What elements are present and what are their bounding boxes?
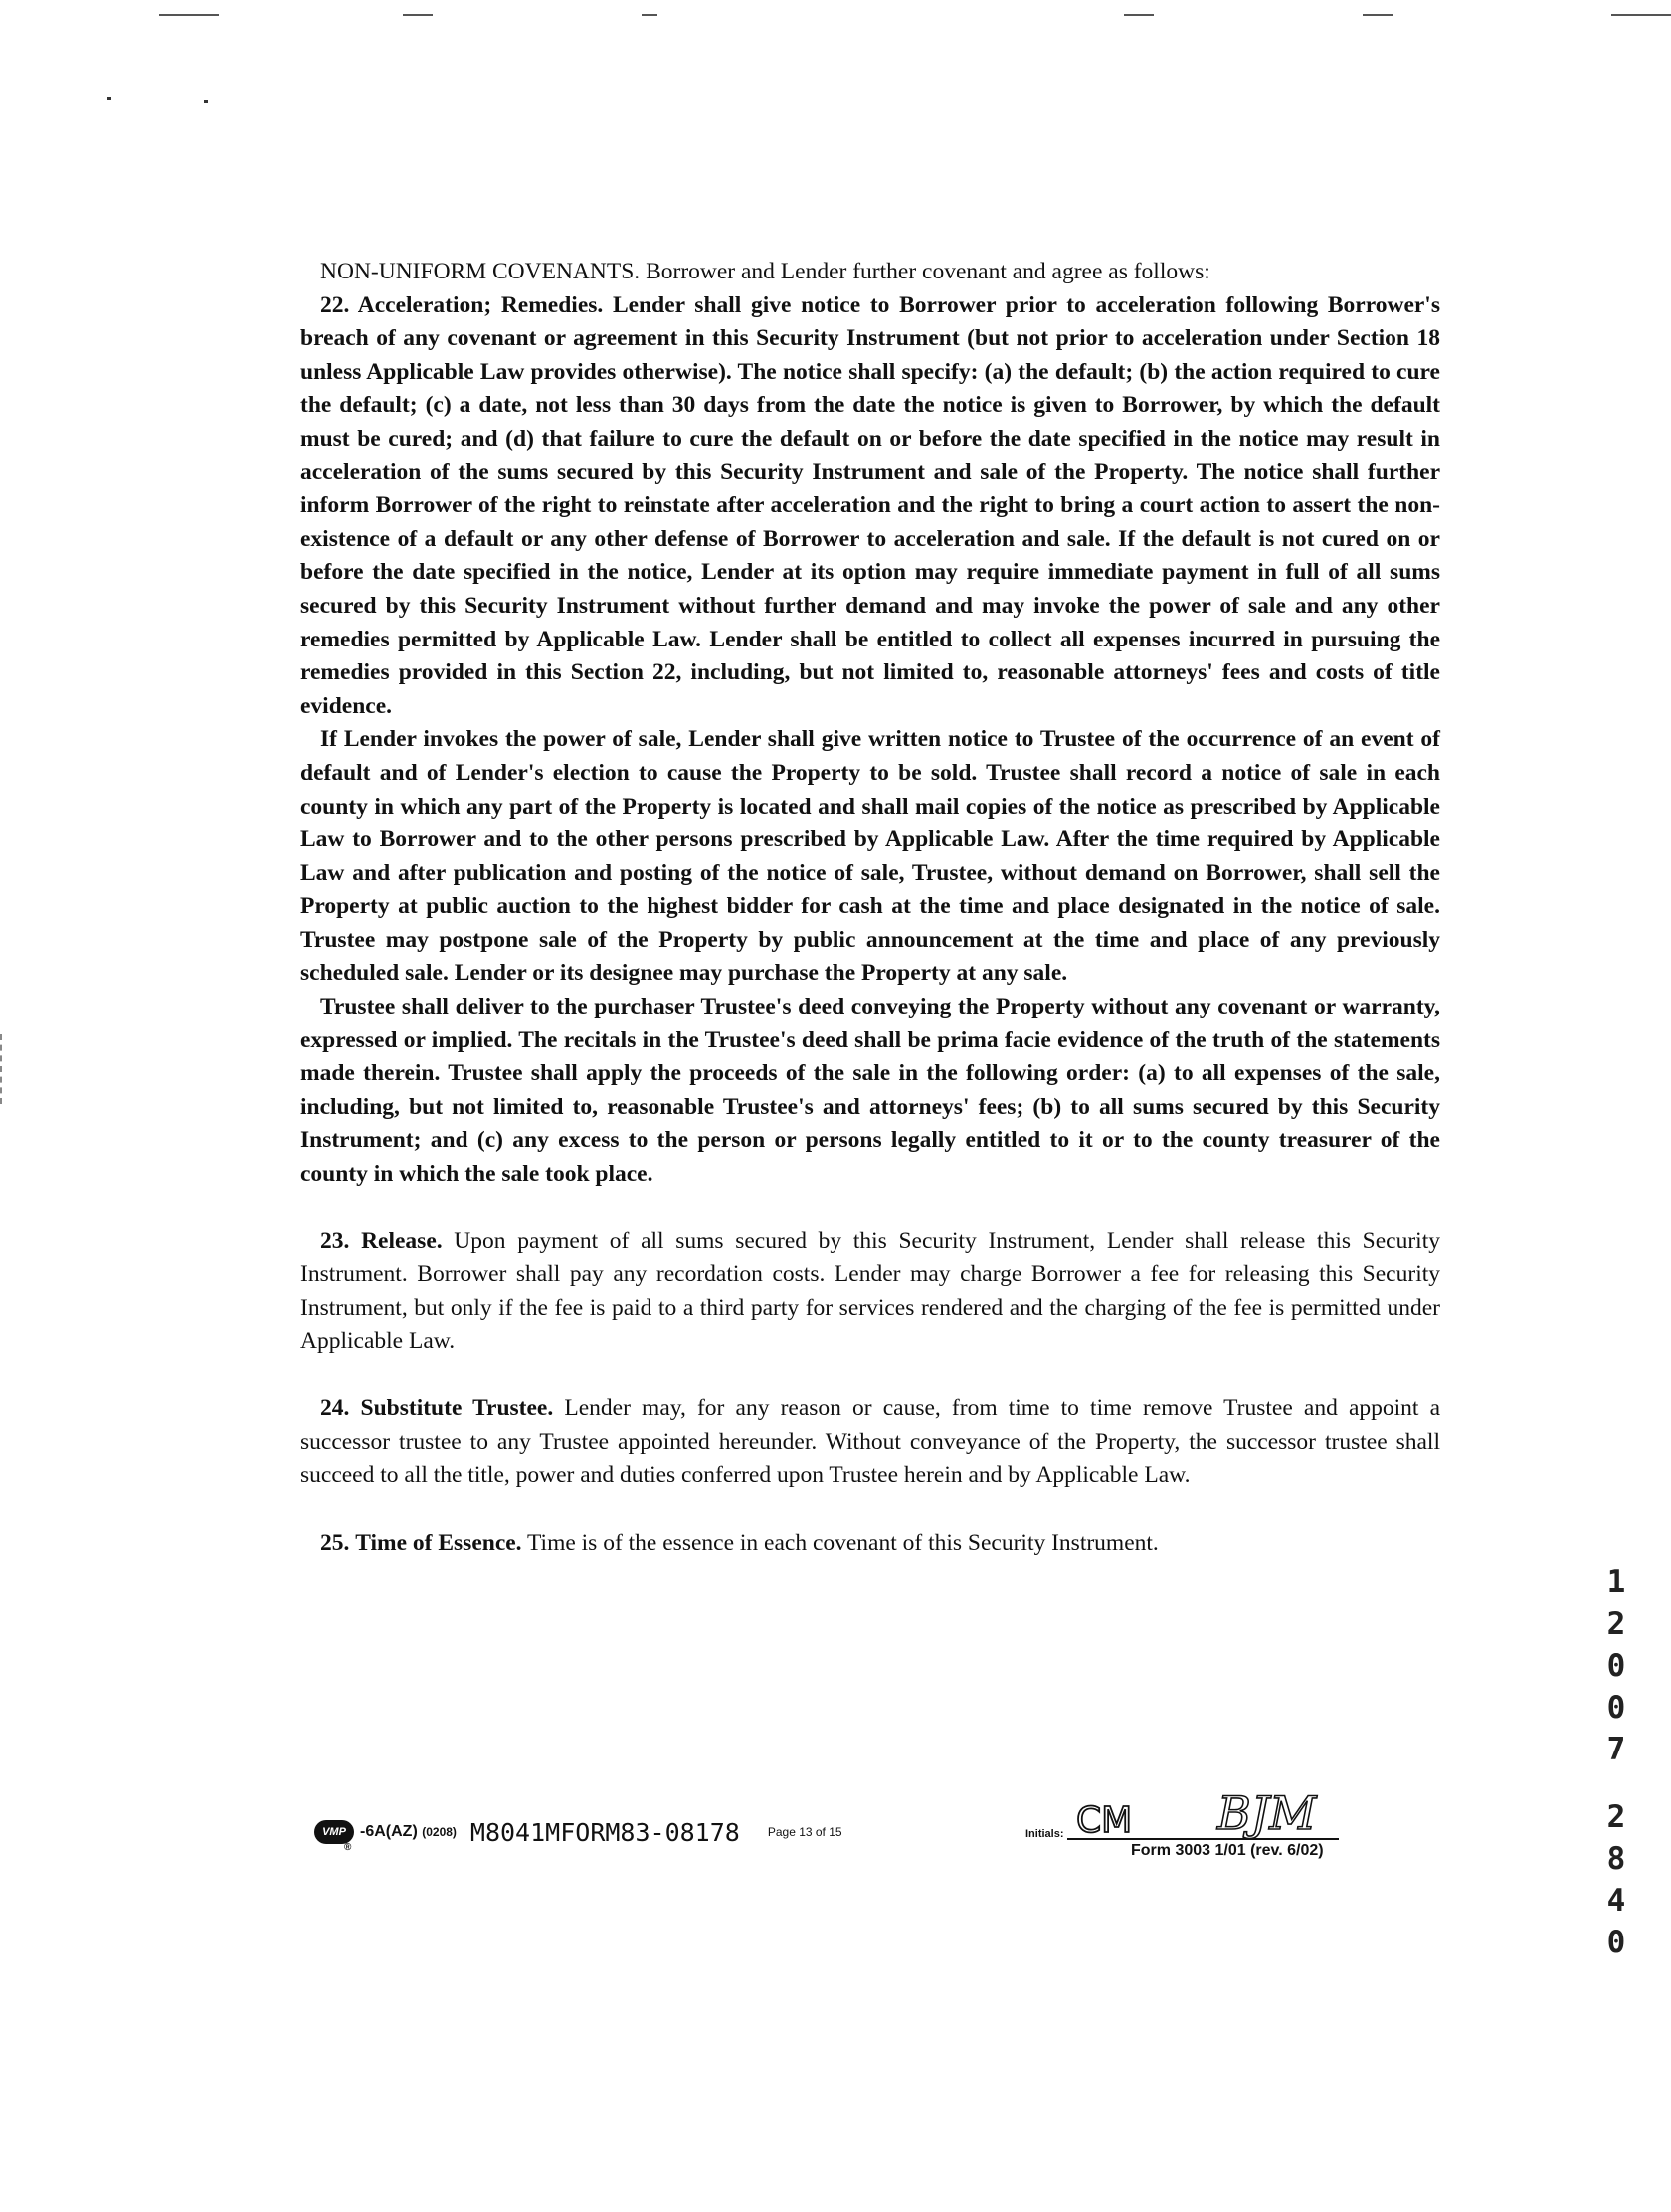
page-number: Page 13 of 15 [767,1825,842,1839]
loan-identifier: M8041MFORM83-08178 [469,1817,740,1847]
scan-left-mark [0,1034,5,1104]
side-digit: 8 [1606,1841,1626,1877]
form-version: (0208) [422,1825,457,1839]
side-digit: 4 [1606,1883,1626,1919]
side-recording-number [1601,1562,1631,1963]
initials-signature-bjm [1213,1773,1343,1839]
section-25-paragraph [300,1527,1440,1561]
side-digit: 7 [1606,1732,1626,1767]
footer-form-info [314,1812,842,1852]
section-25-number: 25. [320,1529,350,1556]
section-23-paragraph [300,1225,1440,1359]
side-digit: 1 [1606,1565,1626,1600]
section-22-paragraph-1 [300,289,1440,724]
section-24-paragraph [300,1392,1440,1493]
form-reference: Form 3003 1/01 (rev. 6/02) [1131,1842,1324,1859]
initials-signature-cm [1074,1788,1194,1838]
vmp-logo-text: VMP [322,1826,346,1838]
section-22-text: Lender shall give notice to Borrower prior to acceleration following Borrower's breach of any covenant or agreement in this Security Instrument (but not prior to acceleration under Section 18 unless Applicable Law provides otherwise). The notice shall specify: (a) the default; (b) the action required to cure the default; (c) a date, not less than 30 days from the date the notice is given to Borrower, by which the default must be cured; and (d) that failure to cure the default on or before the date specified in the notice may result in acceleration of the sums secured by this Security Instrument and sale of the Property. The notice shall further inform Borrower of the right to reinstate after acceleration and the right to bring a court action to assert the non-existence of a default or any other defense of Borrower to acceleration and sale. If the default is not cured on or before the date specified in the notice, Lender at its option may require immediate payment in full of all sums secured by this Security Instrument without further demand and may invoke the power of sale and any other remedies permitted by Applicable Law. Lender shall be entitled to collect all expenses incurred in pursuing the remedies provided in this Section 22, including, but not limited to, reasonable attorneys' fees and costs of title evidence. [300,291,1440,719]
intro-heading: NON-UNIFORM COVENANTS. [320,259,641,284]
initials-label: Initials: [1025,1828,1064,1840]
section-23-title: Release. [361,1227,443,1254]
registered-mark: ® [344,1842,352,1853]
section-24-title: Substitute Trustee. [360,1395,554,1421]
section-25-text: Time is of the essence in each covenant of this Security Instrument. [521,1529,1159,1556]
form-code-text: -6A(AZ) [360,1823,418,1840]
section-23-number: 23. [320,1227,350,1254]
initials-1-text: CM [1076,1800,1133,1838]
intro-text: Borrower and Lender further covenant and agree as follows: [640,259,1210,284]
section-22-number: 22. [320,291,350,318]
side-digit: 2 [1606,1799,1626,1835]
document-body [300,256,1440,1560]
side-digit: 0 [1606,1648,1626,1684]
scan-top-marks [0,0,1671,30]
side-digit: 2 [1606,1606,1626,1642]
form-code [360,1823,457,1841]
side-digit: 0 [1606,1925,1626,1960]
side-digit: 0 [1606,1690,1626,1726]
vmp-logo [314,1820,354,1853]
intro-paragraph [300,256,1440,289]
section-25-title: Time of Essence. [355,1529,522,1556]
section-23-text: Upon payment of all sums secured by this Security Instrument, Lender shall release this Security Instrument. Borrower shall pay any recordation costs. Lender may charge Borrower a fee for releasing this Security Instrument, but only if the fee is paid to a third party for services rendered and the charging of the fee is permitted under Applicable Law. [300,1227,1440,1355]
section-22-paragraph-3: Trustee shall deliver to the purchaser Trustee's deed conveying the Property without any covenant or warranty, expressed or implied. The recitals in the Trustee's deed shall be prima facie evidence of the truth of the statements made therein. Trustee shall apply the proceeds of the sale in the following order: (a) to all expenses of the sale, including, but not limited to, reasonable Trustee's and attorneys' fees; (b) to all sums secured by this Security Instrument; and (c) any excess to the person or persons legally entitled to it or to the county treasurer of the county in which the sale took place. [300,994,1440,1188]
section-24-number: 24. [320,1395,350,1421]
section-22-title: Acceleration; Remedies. [357,291,604,318]
initials-line [1067,1838,1339,1840]
initials-2-text: BJM [1217,1786,1317,1839]
section-22-paragraph-2: If Lender invokes the power of sale, Lender shall give written notice to Trustee of the occurrence of an event of default and of Lender's election to cause the Property to be sold. Trustee shall record a notice of sale in each county in which any part of the Property is located and shall mail copies of the notice as prescribed by Applicable Law to Borrower and to the other persons prescribed by Applicable Law. After the time required by Applicable Law and after publication and posting of the notice of sale, Trustee, without demand on Borrower, shall sell the Property at public auction to the highest bidder for cash at the time and place designated in the notice of sale. Trustee may postpone sale of the Property by public announcement at the time and place of any previously scheduled sale. Lender or its designee may purchase the Property at any sale. [300,726,1440,987]
section-24-text: Lender may, for any reason or cause, from time to time remove Trustee and appoint a successor trustee to any Trustee appointed hereunder. Without conveyance of the Property, the successor trustee shall succeed to all the title, power and duties conferred upon Trustee herein and by Applicable Law. [300,1395,1441,1489]
